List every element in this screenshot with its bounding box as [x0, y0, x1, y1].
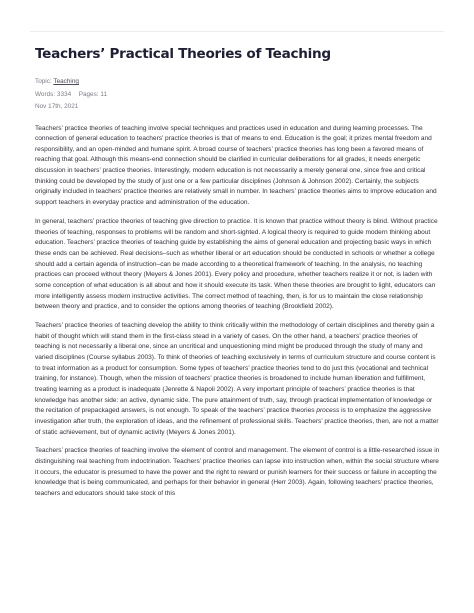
words-label: Words:: [35, 90, 56, 98]
publish-date: Nov 17th, 2021: [35, 103, 79, 110]
header-divider: [30, 31, 444, 32]
topic-label: Topic:: [35, 78, 52, 85]
pages-count: 11: [100, 90, 108, 98]
paragraph: Teachers’ practice theories of teaching involve the element of control and management. The element of control is a little-researched issue in distinguishing real teaching from indoctrination. Teachers’ practice theories can lapse into instruction when, within the social structure where it occurs, the educator is presumed to have the power and the right to reward or punish learners for their success or failure in accepting the knowledge that is being communicated, and perhaps for their behavior in general (Herr 2003). Again, following teachers’ practice theories, teachers and educators should take stock of this: [35, 447, 440, 498]
paragraph: Teachers’ practice theories of teaching involve special techniques and practices used in education and during learning processes. The connection of general education to teachers’ practice theories is that of means to end. Education is the goal; it prizes mental freedom and responsibility, and an open-minded and humane spirit. A broad course of teachers’ practice theories has long been a favored means of reaching that goal. Although this means-end connection should be clarified in curricular deliberations for all grades, it needs energetic discussion in teachers’ practice theories. Interestingly, modern education is not necessarily a merely general one, since free and critical thinking could be developed by the study of just one or a few particular disciplines (Johnson & Johnson 2002). Certainly, the subjects originally included in teachers’ practice theories are relatively small in number. In teachers’ practice theories aims to improve education and support teachers in everyday practice and administration of the education.: [35, 124, 437, 207]
essay-meta: [35, 76, 440, 114]
words-pages-line: [35, 89, 440, 102]
essay-body: [35, 124, 440, 500]
paragraph: [35, 321, 440, 438]
paragraph-text: is to emphasize the aggressive investigation after truth, the exploration of ideas, and the refinement of professional skills. Teachers’ practice theories, then, are not a matter of static achievement, but of dynamic activity (Meyers & Jones 2001).: [35, 407, 439, 436]
essay-page: [35, 44, 440, 508]
words-count: 3334: [56, 90, 72, 98]
topic-link[interactable]: Teaching: [53, 78, 79, 85]
emphasized-word: process: [316, 407, 340, 415]
topic-line: [35, 76, 440, 89]
paragraph-text: Teachers’ practice theories of teaching develop the ability to think critically within the methodology of certain disciplines and thereby gain a habit of thought which will stand them in the first-class stead in a variety of cases. On the other hand, a teachers’ practice theories of teaching is not necessarily a liberal one, since an uncritical and unquestioning mind might be produced through the study of many and varied disciplines (Course syllabus 2003). To think of theories of teaching exclusively in terms of curriculum structure and course content is to treat information as a product for consumption. Some types of teachers’ practice theories tend to do just this (vocational and technical training, for instance). Though, when the mission of teachers’ practice theories is broadened to include human liberation and fulfillment, treating learning as a product is inadequate (Jenrette & Napoli 2002). A very important principle of teachers’ practice theories is that knowledge has another side: an active, dynamic side. The pure attainment of truth, say, through practical implementation of knowledge or the recitation of prepackaged answers, is not enough. To speak of the teachers’ practice theories: [35, 322, 436, 415]
pages-label: Pages:: [78, 90, 99, 98]
page-title: Teachers’ Practical Theories of Teaching: [35, 46, 331, 62]
paragraph: In general, teachers’ practice theories of teaching give direction to practice. It is known that practice without theory is blind. Without practice theories of teaching, responses to problems will be random and short-sighted. A logical theory is required to guide modern thinking about education. Teachers’ practice theories of teaching guide by establishing the aims of general education and projecting basic ways in which these ends can be achieved. Real decisions–such as whether liberal or art education should be conducted in schools or whether a college should add a certain agenda of instruction–can be made according to a theoretical framework of teaching. In the analysis, no teaching practices can proceed without theory (Meyers & Jones 2001). Every policy and procedure, whether teachers realize it or not, is laden with some conception of what education is all about and how it should execute its task. When these theories are brought to light, educators can more intelligently assess modern instructive activities. The correct method of teaching, then, is for us to maintain the close relationship between theory and practice, and to consider the options among theories of teaching (Brookfield 2002).: [35, 217, 438, 311]
